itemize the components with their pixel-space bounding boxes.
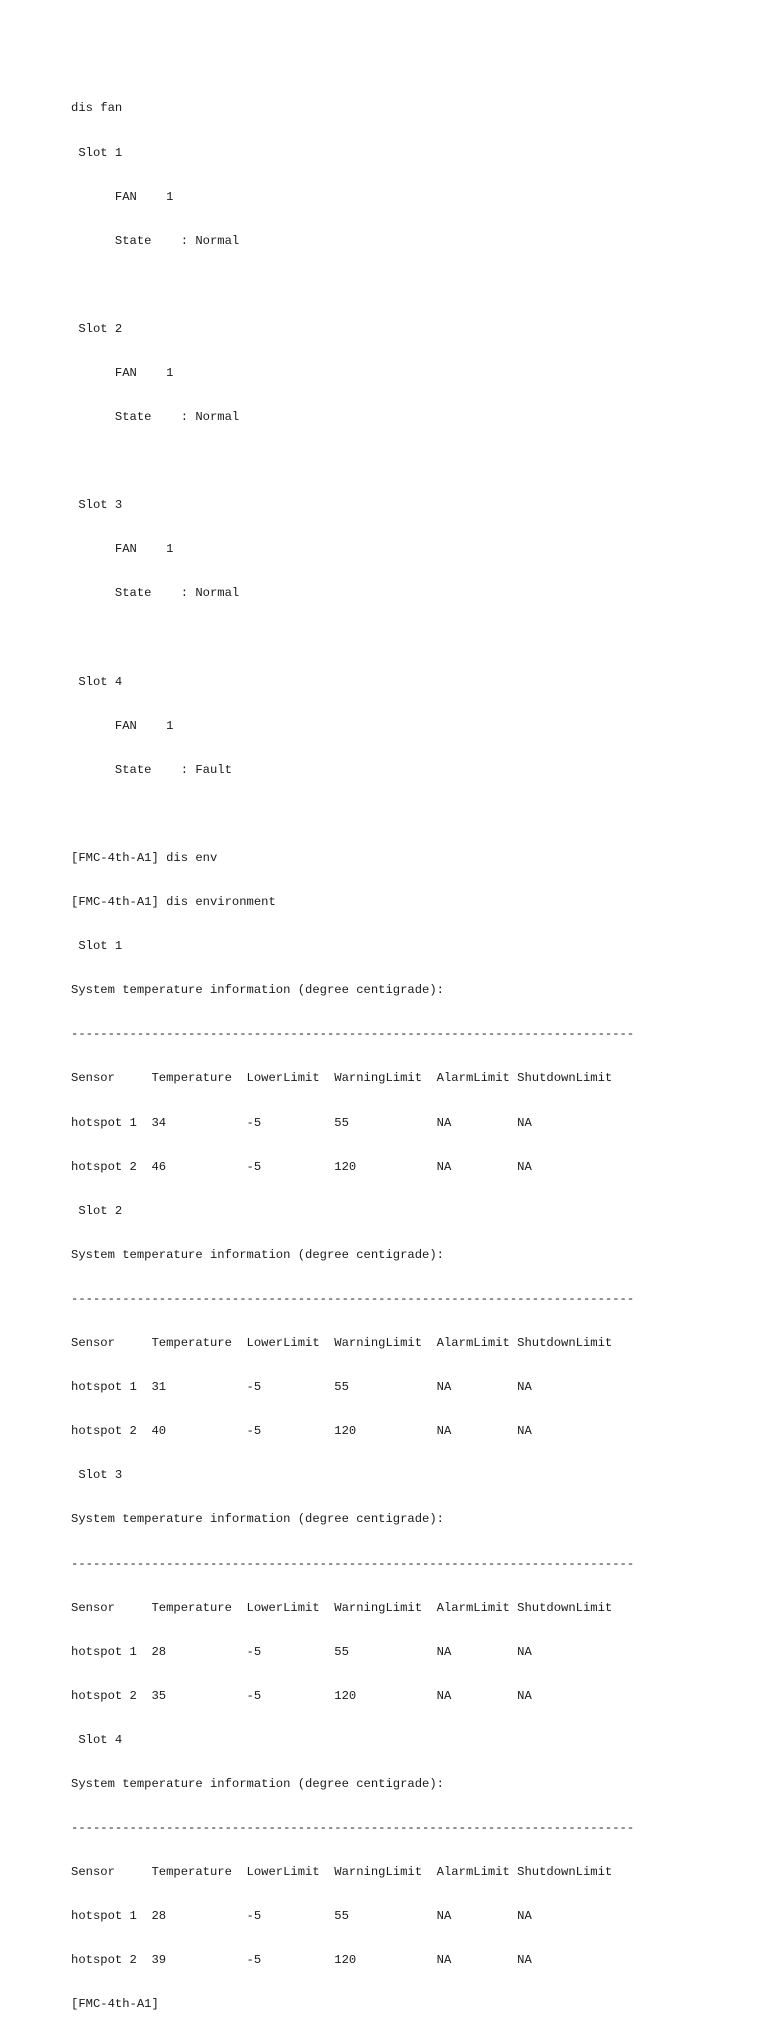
slot-header: Slot 3 bbox=[71, 498, 123, 513]
fan-line: FAN 1 bbox=[71, 189, 174, 204]
command-line: [FMC-4th-A1] dis env bbox=[71, 851, 218, 865]
table-row: hotspot 1 28 -5 55 NA NA bbox=[71, 1909, 532, 1924]
slot-header: Slot 4 bbox=[71, 1732, 123, 1747]
command-line: [FMC-4th-A1] dis environment bbox=[71, 895, 276, 910]
section-title: System temperature information (degree centigrade): bbox=[71, 983, 444, 998]
fan-line: FAN 1 bbox=[71, 542, 174, 557]
table-header-row: Sensor Temperature LowerLimit WarningLimit AlarmLimit ShutdownLimit bbox=[71, 1865, 613, 1880]
table-row: hotspot 1 28 -5 55 NA NA bbox=[71, 1644, 532, 1659]
table-row: hotspot 1 34 -5 55 NA NA bbox=[71, 1115, 532, 1130]
terminal-output bbox=[71, 72, 751, 2027]
table-row: hotspot 2 46 -5 120 NA NA bbox=[71, 1159, 532, 1174]
command-line: dis fan bbox=[71, 101, 123, 116]
slot-header: Slot 2 bbox=[71, 321, 123, 336]
table-header-row: Sensor Temperature LowerLimit WarningLimit AlarmLimit ShutdownLimit bbox=[71, 1600, 613, 1615]
table-row: hotspot 2 35 -5 120 NA NA bbox=[71, 1688, 532, 1703]
section-title: System temperature information (degree centigrade): bbox=[71, 1512, 444, 1527]
section-title: System temperature information (degree centigrade): bbox=[71, 1776, 444, 1791]
blank-line bbox=[71, 454, 751, 469]
table-row: hotspot 2 39 -5 120 NA NA bbox=[71, 1953, 532, 1968]
fan-state-line: State : Normal bbox=[71, 233, 240, 248]
table-row: hotspot 1 31 -5 55 NA NA bbox=[71, 1380, 532, 1395]
slot-header: Slot 1 bbox=[71, 939, 123, 954]
prompt-line: [FMC-4th-A1] bbox=[71, 1997, 159, 2012]
slot-header: Slot 3 bbox=[71, 1468, 123, 1483]
section-title: System temperature information (degree centigrade): bbox=[71, 1247, 444, 1262]
slot-header: Slot 4 bbox=[71, 674, 123, 689]
slot-header: Slot 1 bbox=[71, 145, 123, 160]
blank-line bbox=[71, 807, 751, 822]
fan-state-line: State : Fault bbox=[71, 762, 232, 777]
divider-line: ----------------------------------------------------------------------------- bbox=[71, 1821, 635, 1836]
fan-line: FAN 1 bbox=[71, 365, 174, 380]
blank-line bbox=[71, 631, 751, 646]
slot-header: Slot 2 bbox=[71, 1203, 123, 1218]
blank-line bbox=[71, 278, 751, 293]
divider-line: ----------------------------------------------------------------------------- bbox=[71, 1556, 635, 1571]
divider-line: ----------------------------------------------------------------------------- bbox=[71, 1027, 635, 1042]
table-header-row: Sensor Temperature LowerLimit WarningLimit AlarmLimit ShutdownLimit bbox=[71, 1336, 613, 1351]
table-row: hotspot 2 40 -5 120 NA NA bbox=[71, 1424, 532, 1439]
fan-state-line: State : Normal bbox=[71, 586, 240, 601]
fan-state-line: State : Normal bbox=[71, 410, 240, 425]
divider-line: ----------------------------------------------------------------------------- bbox=[71, 1291, 635, 1306]
table-header-row: Sensor Temperature LowerLimit WarningLimit AlarmLimit ShutdownLimit bbox=[71, 1071, 613, 1086]
fan-line: FAN 1 bbox=[71, 718, 174, 733]
